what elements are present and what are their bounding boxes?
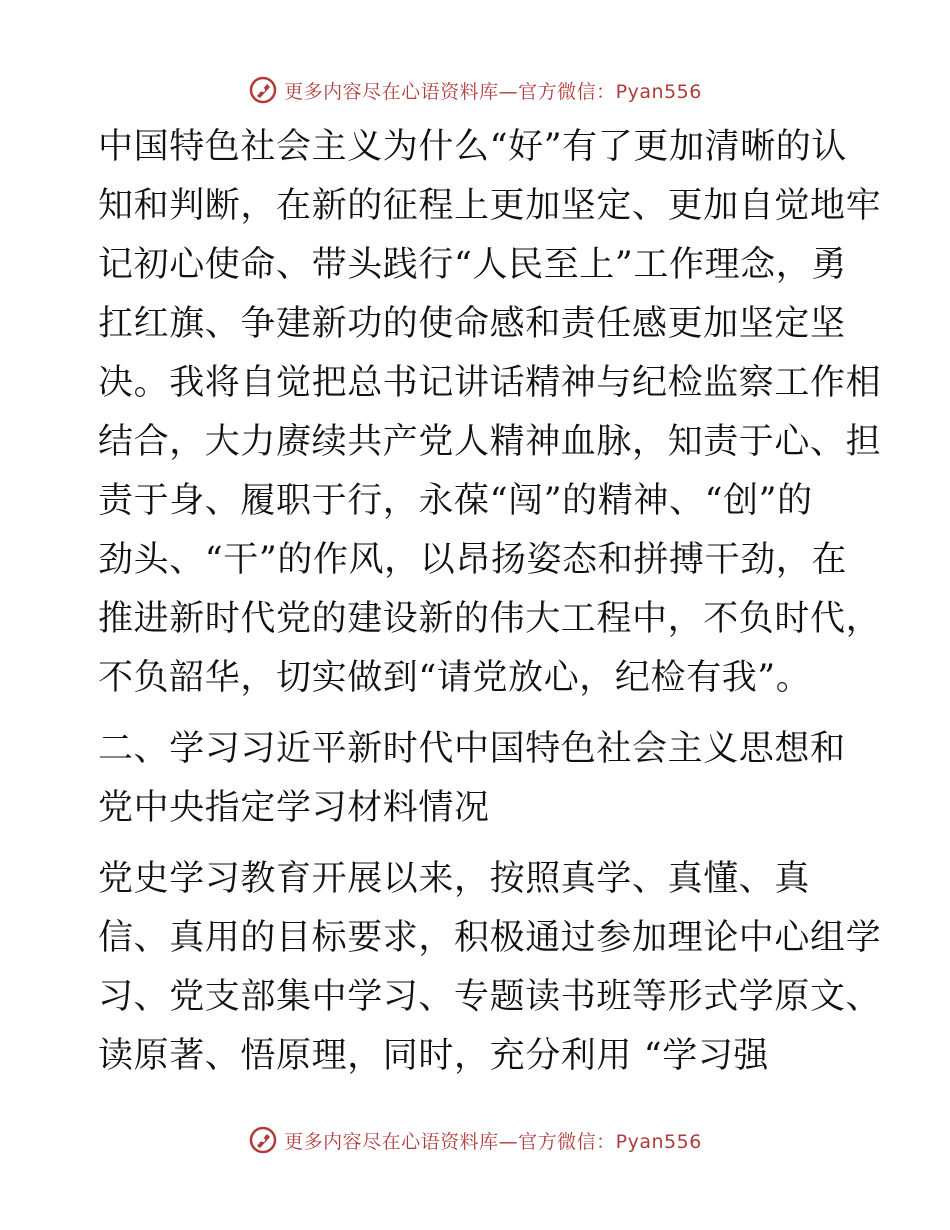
text-line: 习、党支部集中学习、专题读书班等形式学原文、: [98, 977, 882, 1017]
text-line: 知和判断，在新的征程上更加坚定、更加自觉地牢: [98, 186, 882, 226]
text-line: 中国特色社会主义为什么“好”有了更加清晰的认: [98, 127, 847, 167]
text-line: 记初心使命、带头践行“人民至上”工作理念，勇: [98, 245, 847, 285]
text-line: 推进新时代党的建设新的伟大工程中，不负时代，: [98, 599, 882, 639]
watermark-text: 更多内容尽在心语资料库—官方微信：Pyan556: [284, 1130, 702, 1153]
text-line: 读原著、悟原理，同时，充分利用 “学习强: [98, 1036, 770, 1076]
text-line: 党史学习教育开展以来，按照真学、真懂、真: [98, 859, 811, 899]
section-heading: [98, 720, 858, 838]
text-line: 二、学习习近平新时代中国特色社会主义思想和: [98, 729, 846, 769]
pen-nib-logo-icon: [248, 75, 278, 105]
watermark-header: [0, 70, 950, 110]
paragraph: [98, 118, 882, 708]
text-line: 决。我将自觉把总书记讲话精神与纪检监察工作相: [98, 363, 882, 403]
document-body: [98, 118, 882, 1086]
text-line: 劲头、“干”的作风，以昂扬姿态和拼搏干劲，在: [98, 540, 847, 580]
watermark-text: 更多内容尽在心语资料库—官方微信：Pyan556: [284, 80, 702, 103]
text-line: 不负韶华，切实做到“请党放心，纪检有我”。: [98, 658, 812, 698]
paragraph: [98, 850, 882, 1086]
text-line: 结合，大力赓续共产党人精神血脉，知责于心、担: [98, 422, 882, 462]
text-line: 信、真用的目标要求，积极通过参加理论中心组学: [98, 918, 882, 958]
pen-nib-logo-icon: [248, 1125, 278, 1155]
text-line: 党中央指定学习材料情况: [98, 788, 490, 828]
text-line: 扛红旗、争建新功的使命感和责任感更加坚定坚: [98, 304, 846, 344]
text-line: 责于身、履职于行，永葆“闯”的精神、“创”的: [98, 481, 813, 521]
watermark-footer: [0, 1120, 950, 1160]
